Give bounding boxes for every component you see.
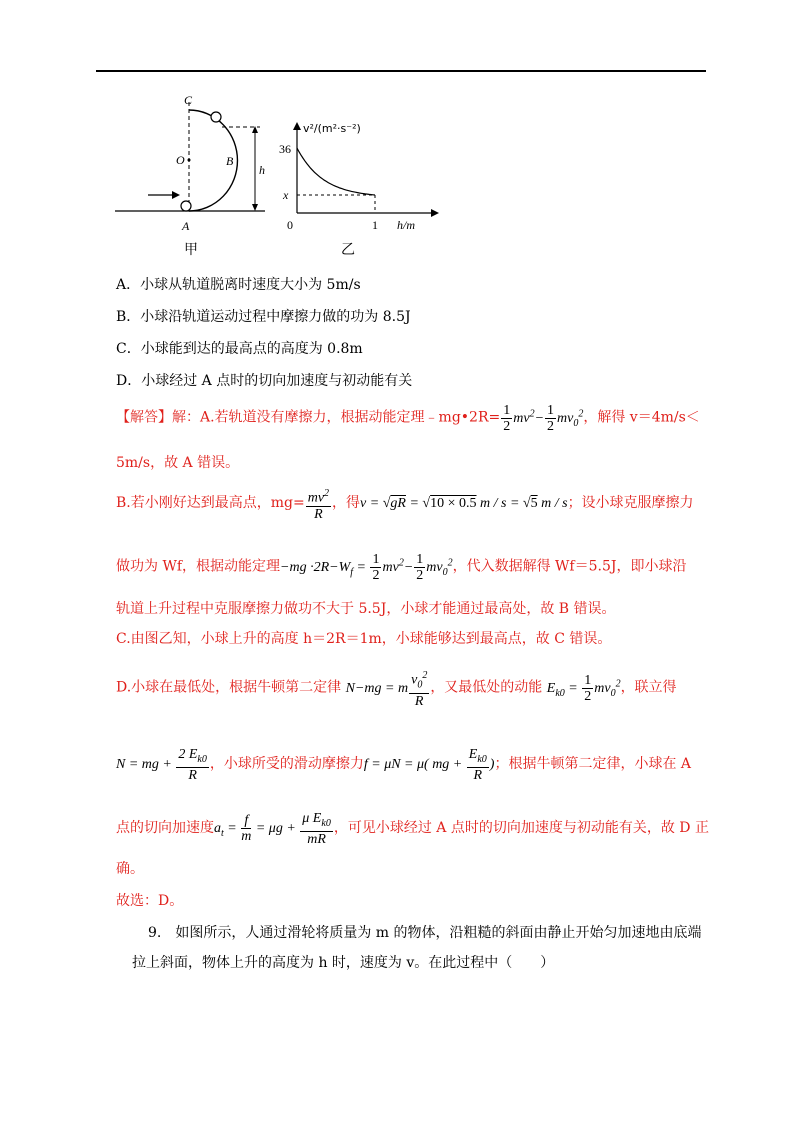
b-line1-post: ；设小球克服摩擦力 [567, 495, 694, 512]
solution-tag: 【解答】 [116, 409, 172, 426]
option-b: B．小球沿轨道运动过程中摩擦力做的功为 8.5J [116, 309, 411, 325]
d-line2-post: ；根据牛顿第二定律，小球在 A [494, 756, 692, 772]
b-line2-post: ，代入数据解得 Wf＝5.5J，即小球沿 [452, 558, 687, 575]
y-axis-arrow [293, 122, 301, 130]
b-line1-pre: B.若小刚好达到最高点，mg= [116, 495, 305, 512]
b-line1-mid: ，得 [332, 495, 361, 512]
tick-0: 0 [287, 218, 293, 232]
d-line1-pre: D.小球在最低处，根据牛顿第二定律 [116, 679, 342, 696]
formula-centripetal: $\frac{mv^2}{R}$ [307, 488, 330, 522]
formula-kinetic: $E_{k0}$ = $\frac{1}{2}$ $mv_0^2$ [546, 672, 621, 704]
b-line2-pre: 做功为 Wf，根据动能定理 [116, 558, 281, 575]
center-dot [188, 159, 191, 162]
arrowhead-down [252, 204, 258, 211]
formula-friction: f = μN = μ( mg + $\frac{E_{k0}}{R}$ ) [363, 746, 495, 783]
header-rule [96, 70, 706, 72]
caption-jia: 甲 [184, 242, 198, 258]
d-line3-post: ，可见小球经过 A 点时的切向加速度与初动能有关，故 D 正 [333, 820, 709, 836]
label-c: C [184, 93, 193, 107]
label-b: B [226, 154, 234, 168]
option-d: D．小球经过 A 点时的切向加速度与初动能有关 [116, 373, 413, 389]
tick-1: 1 [372, 218, 378, 232]
option-c: C．小球能到达的最高点的高度为 0.8m [116, 341, 363, 357]
solution-d-line3 [116, 808, 709, 854]
curve [297, 148, 375, 195]
formula-work-energy: $-mg \cdot 2R-W_f$ = $\frac{1}{2}$ $mv^2-$ $\frac{1}{2}$ $mv_0^2$ [280, 551, 453, 583]
ball-bottom [181, 201, 191, 211]
d-line1-post: ，联立得 [620, 679, 677, 696]
d-line1-mid: ，又最低处的动能 [430, 679, 543, 696]
figure-jia [110, 92, 270, 262]
formula-newton: N−mg = m $\frac{v_0^2}{R}$ [345, 670, 428, 709]
formula-normal: N = mg + $\frac{2 E_{k0}}{R}$ [116, 746, 207, 783]
entry-arrowhead [172, 191, 180, 199]
d-line3-pre: 点的切向加速度 [116, 820, 214, 836]
tick-x: x [283, 188, 289, 202]
solution-a-line2: 5m/s，故 A 错误。 [116, 455, 240, 471]
question9-line1: 9. 如图所示，人通过滑轮将质量为 m 的物体，沿粗糙的斜面由静止开始匀加速地由底端 [148, 925, 702, 941]
ball-top [211, 112, 221, 122]
solution-b-line2 [116, 546, 687, 589]
solution-answer: 故选：D。 [116, 893, 184, 909]
x-axis-label: h/m [397, 218, 415, 232]
solution-a-line1 [116, 398, 700, 439]
a-line1-pre: 解：A.若轨道没有摩擦力，根据动能定理﹣mg•2R= [172, 409, 501, 426]
formula-vmin: v = √gR = √10 × 0.5 m / s = √5 m / s [360, 496, 568, 512]
solution-b-line3: 轨道上升过程中克服摩擦力做功不大于 5.5J，小球才能通过最高处，故 B 错误。 [116, 601, 616, 617]
figure-yi [275, 118, 445, 258]
d-line2-mid: ，小球所受的滑动摩擦力 [209, 756, 364, 772]
formula-tangential: $a_t$ = $\frac{f}{m}$ = μg + $\frac{\mu E_{k0}}{mR}$ [214, 810, 331, 847]
label-a: A [182, 219, 190, 233]
x-axis-arrow [431, 209, 439, 217]
label-o: O [176, 153, 185, 167]
solution-d-line4: 确。 [116, 861, 144, 877]
option-a: A．小球从轨道脱离时速度大小为 5m/s [116, 277, 361, 293]
y-axis-label: v²/(m²·s⁻²) [303, 122, 361, 135]
formula-energy: $\frac{1}{2}$ $mv^2-$ $\frac{1}{2}$ $mv_0^2$ [503, 402, 584, 434]
solution-d-line2 [116, 744, 691, 785]
label-h: h [259, 163, 265, 177]
solution-d-line1 [116, 664, 677, 713]
caption-yi: 乙 [341, 242, 355, 258]
tick-36: 36 [279, 142, 291, 156]
a-line1-post: ，解得 v＝4m/s＜ [583, 409, 700, 426]
solution-b-line1 [116, 486, 694, 522]
question9-line2: 拉上斜面，物体上升的高度为 h 时，速度为 v。在此过程中（ ） [132, 955, 555, 971]
solution-c-line: C.由图乙知，小球上升的高度 h＝2R＝1m，小球能够达到最高点，故 C 错误。 [116, 631, 612, 647]
